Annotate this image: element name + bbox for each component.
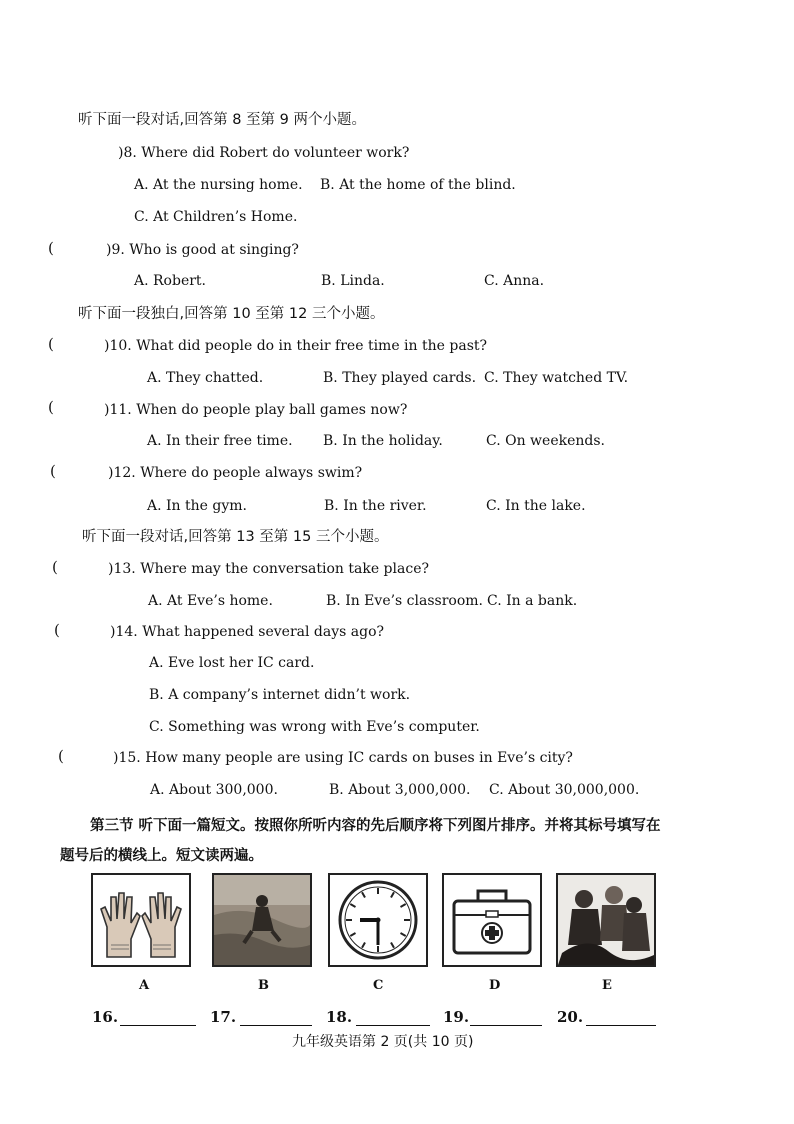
- question-number: )8.: [118, 145, 137, 161]
- section-intro-dialogue-8-9: 听下面一段对话,回答第 8 至第 9 两个小题。: [78, 112, 366, 128]
- option-13a: A. At Eve’s home.: [148, 593, 273, 609]
- question-13: [108, 560, 429, 578]
- picture-a-gloves: [91, 873, 191, 967]
- option-8c: C. At Children’s Home.: [134, 209, 298, 225]
- gloves-icon: [93, 875, 189, 965]
- option-15a: A. About 300,000.: [150, 782, 278, 798]
- answer-paren: (: [54, 621, 60, 639]
- question-number: )12.: [108, 465, 136, 481]
- picture-e-crowd: [556, 873, 656, 967]
- answer-paren: (: [48, 335, 54, 353]
- option-13b: B. In Eve’s classroom.: [326, 593, 483, 609]
- question-number: )13.: [108, 561, 136, 577]
- option-15b: B. About 3,000,000.: [329, 782, 471, 798]
- question-text: When do people play ball games now?: [136, 402, 408, 418]
- answer-number-18: 18.: [326, 1008, 353, 1026]
- option-12b: B. In the river.: [324, 498, 427, 514]
- clock-icon: [330, 875, 426, 965]
- picture-label-c: C: [373, 978, 384, 993]
- answer-number-19: 19.: [443, 1008, 470, 1026]
- section-3-instruction-line1: 第三节 听下面一篇短文。按照你所听内容的先后顺序将下列图片排序。并将其标号填写在: [90, 818, 661, 834]
- option-14a: A. Eve lost her IC card.: [149, 655, 315, 671]
- question-text: Who is good at singing?: [129, 242, 299, 258]
- option-10c: C. They watched TV.: [484, 370, 629, 386]
- section-intro-monologue-10-12: 听下面一段独白,回答第 10 至第 12 三个小题。: [78, 306, 385, 322]
- answer-blank-16[interactable]: [120, 1024, 196, 1026]
- question-text: Where may the conversation take place?: [140, 561, 429, 577]
- section-intro-dialogue-13-15: 听下面一段对话,回答第 13 至第 15 三个小题。: [82, 529, 389, 545]
- question-10: [104, 337, 487, 355]
- question-9: [106, 241, 299, 259]
- page-footer: 九年级英语第 2 页(共 10 页): [292, 1034, 474, 1050]
- question-number: )9.: [106, 242, 125, 258]
- question-number: )15.: [113, 750, 141, 766]
- option-14b: B. A company’s internet didn’t work.: [149, 687, 411, 703]
- option-8b: B. At the home of the blind.: [320, 177, 516, 193]
- option-11a: A. In their free time.: [147, 433, 293, 449]
- option-10b: B. They played cards.: [323, 370, 477, 386]
- question-text: How many people are using IC cards on buses in Eve’s city?: [145, 750, 573, 766]
- answer-paren: (: [58, 747, 64, 765]
- answer-blank-19[interactable]: [470, 1024, 542, 1026]
- option-9c: C. Anna.: [484, 273, 545, 289]
- option-11b: B. In the holiday.: [323, 433, 443, 449]
- picture-d-first-aid-kit: [442, 873, 542, 967]
- option-12c: C. In the lake.: [486, 498, 586, 514]
- question-number: )14.: [110, 624, 138, 640]
- answer-paren: (: [48, 239, 54, 257]
- answer-paren: (: [52, 558, 58, 576]
- option-9b: B. Linda.: [321, 273, 385, 289]
- picture-label-d: D: [489, 978, 501, 993]
- person-on-shore-photo: [214, 875, 310, 965]
- option-10a: A. They chatted.: [147, 370, 264, 386]
- question-11: [104, 401, 407, 419]
- option-11c: C. On weekends.: [486, 433, 605, 449]
- answer-blank-18[interactable]: [356, 1024, 430, 1026]
- question-15: [113, 749, 573, 767]
- first-aid-kit-icon: [444, 875, 540, 965]
- question-8: [118, 144, 409, 162]
- question-12: [108, 464, 362, 482]
- picture-b-shore: [212, 873, 312, 967]
- answer-paren: (: [48, 398, 54, 416]
- answer-blank-20[interactable]: [586, 1024, 656, 1026]
- option-12a: A. In the gym.: [147, 498, 247, 514]
- question-number: )10.: [104, 338, 132, 354]
- option-9a: A. Robert.: [134, 273, 206, 289]
- answer-number-17: 17.: [210, 1008, 237, 1026]
- question-text: Where do people always swim?: [140, 465, 363, 481]
- option-15c: C. About 30,000,000.: [489, 782, 640, 798]
- option-8a: A. At the nursing home.: [134, 177, 303, 193]
- section-3-instruction-line2: 题号后的横线上。短文读两遍。: [60, 848, 263, 864]
- picture-label-b: B: [258, 978, 269, 993]
- answer-number-20: 20.: [557, 1008, 584, 1026]
- answer-paren: (: [50, 462, 56, 480]
- question-text: What happened several days ago?: [142, 624, 385, 640]
- picture-label-a: A: [139, 978, 150, 993]
- picture-c-clock: [328, 873, 428, 967]
- question-text: Where did Robert do volunteer work?: [141, 145, 410, 161]
- crowd-photo: [558, 875, 654, 965]
- answer-blank-17[interactable]: [240, 1024, 312, 1026]
- answer-number-16: 16.: [92, 1008, 119, 1026]
- option-13c: C. In a bank.: [487, 593, 578, 609]
- question-number: )11.: [104, 402, 132, 418]
- question-14: [110, 623, 384, 641]
- question-text: What did people do in their free time in the past?: [136, 338, 488, 354]
- picture-label-e: E: [602, 978, 612, 993]
- option-14c: C. Something was wrong with Eve’s computer.: [149, 719, 480, 735]
